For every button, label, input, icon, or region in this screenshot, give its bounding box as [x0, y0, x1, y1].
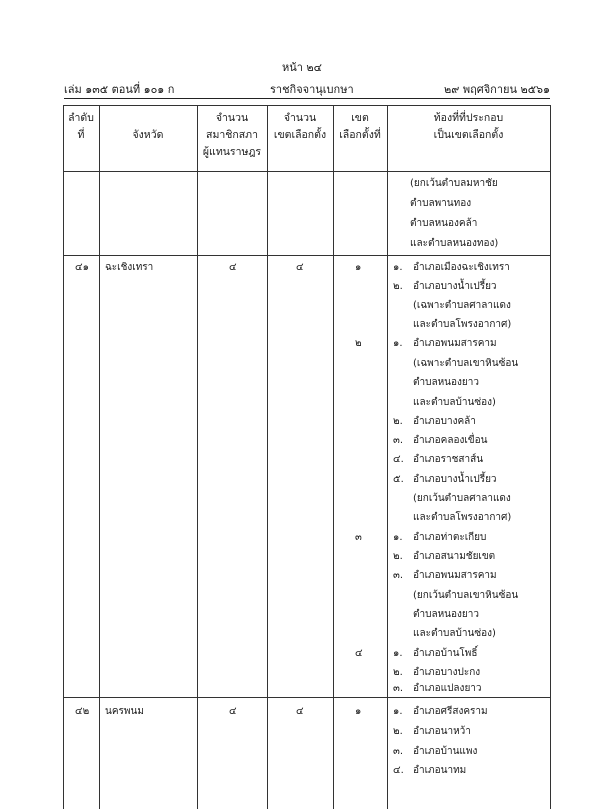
district-table: ลำดับ ที่ จังหวัด จำนวน สมาชิกสภา ผู้แทนราษฎร จำนวน เขตเลือกตั้ง เขต เลือกตั้งที่ ท้องที่ที่ประกอบ เป็นเขตเลือกตั้ง (ยกเว้นตำบลมหาชัย ตำบลพานทอง ตำบลหนองคล้า และตำบลหนองทอง) ๔๑ ฉะเชิงเทรา ๔ ๔ ๑ ๒ ๓ ๔ ๑. อำเภอเมืองฉะเชิงเทรา ๒. อำเภอบางน้ำเปรี้ยว (เฉพาะตำบลศาลาแดง และตำบลโพรงอากาศ) ๑. อำเภอพนมสารคาม (เฉพาะตำบลเขาหินซ้อน ตำบลหนองยาว และตำบลบ้านซ่อง) ๒. อำเภอบางคล้า ๓. อำเภอคลองเขื่อน ๔. อำเภอราชสาส์น ๕. อำเภอบางน้ำเปรี้ยว (ยกเว้นตำบลศาลาแดง และตำบลโพรงอากาศ) ๑. อำเภอท่าตะเกียบ ๒. อำเภอสนามชัยเขต ๓. อำเภอพนมสารคาม (ยกเว้นตำบลเขาหินซ้อน ตำบลหนองยาว และตำบลบ้านซ่อง) ๑. อำเภอบ้านโพธิ์ ๒. อำเภอบางปะกง ๓. อำเภอแปลงยาว ๔๒ นครพนม ๔ ๔ ๑ ๑. อำเภอศรีสงคราม ๒. อำเภอนาหว้า ๓. อำเภอบ้านแพง ๔. อำเภอนาทม — [63, 105, 551, 809]
volume-issue: เล่ม ๑๓๕ ตอนที่ ๑๐๑ ก — [64, 83, 175, 96]
row-seq: ๔๒ — [75, 706, 90, 717]
row-seq: ๔๑ — [75, 262, 89, 273]
list-item: ตำบลหนองคล้า — [410, 218, 478, 229]
row-members: ๔ — [229, 706, 237, 717]
gazette-name: ราชกิจจานุเบกษา — [270, 83, 354, 96]
header-districts: จำนวน เขตเลือกตั้ง — [273, 112, 327, 141]
header-members: จำนวน สมาชิกสภา ผู้แทนราษฎร — [202, 112, 262, 158]
page-number: หน้า ๒๔ — [281, 61, 323, 74]
row-province: นครพนม — [105, 706, 144, 717]
header-district-no: เขต เลือกตั้งที่ — [339, 112, 381, 141]
row-province: ฉะเชิงเทรา — [105, 262, 154, 273]
header-province: จังหวัด — [132, 129, 164, 141]
header-rule — [64, 98, 550, 99]
district-number: ๑ — [355, 706, 362, 717]
district-number: ๒ — [355, 338, 362, 349]
list-item: ตำบลพานทอง — [410, 198, 472, 209]
district-number: ๑ — [355, 262, 362, 273]
gazette-header — [64, 80, 550, 94]
header-area: ท้องที่ที่ประกอบ เป็นเขตเลือกตั้ง — [433, 112, 504, 141]
row-districts: ๔ — [296, 262, 304, 273]
list-item: และตำบลหนองทอง) — [410, 238, 499, 249]
district-number: ๓ — [355, 532, 362, 543]
list-item: (ยกเว้นตำบลมหาชัย — [410, 178, 498, 189]
publication-date: ๒๙ พฤศจิกายน ๒๕๖๑ — [444, 83, 550, 96]
row-members: ๔ — [229, 262, 237, 273]
district-number: ๔ — [355, 648, 363, 659]
row-districts: ๔ — [296, 706, 304, 717]
header-seq: ลำดับ ที่ — [68, 112, 94, 141]
